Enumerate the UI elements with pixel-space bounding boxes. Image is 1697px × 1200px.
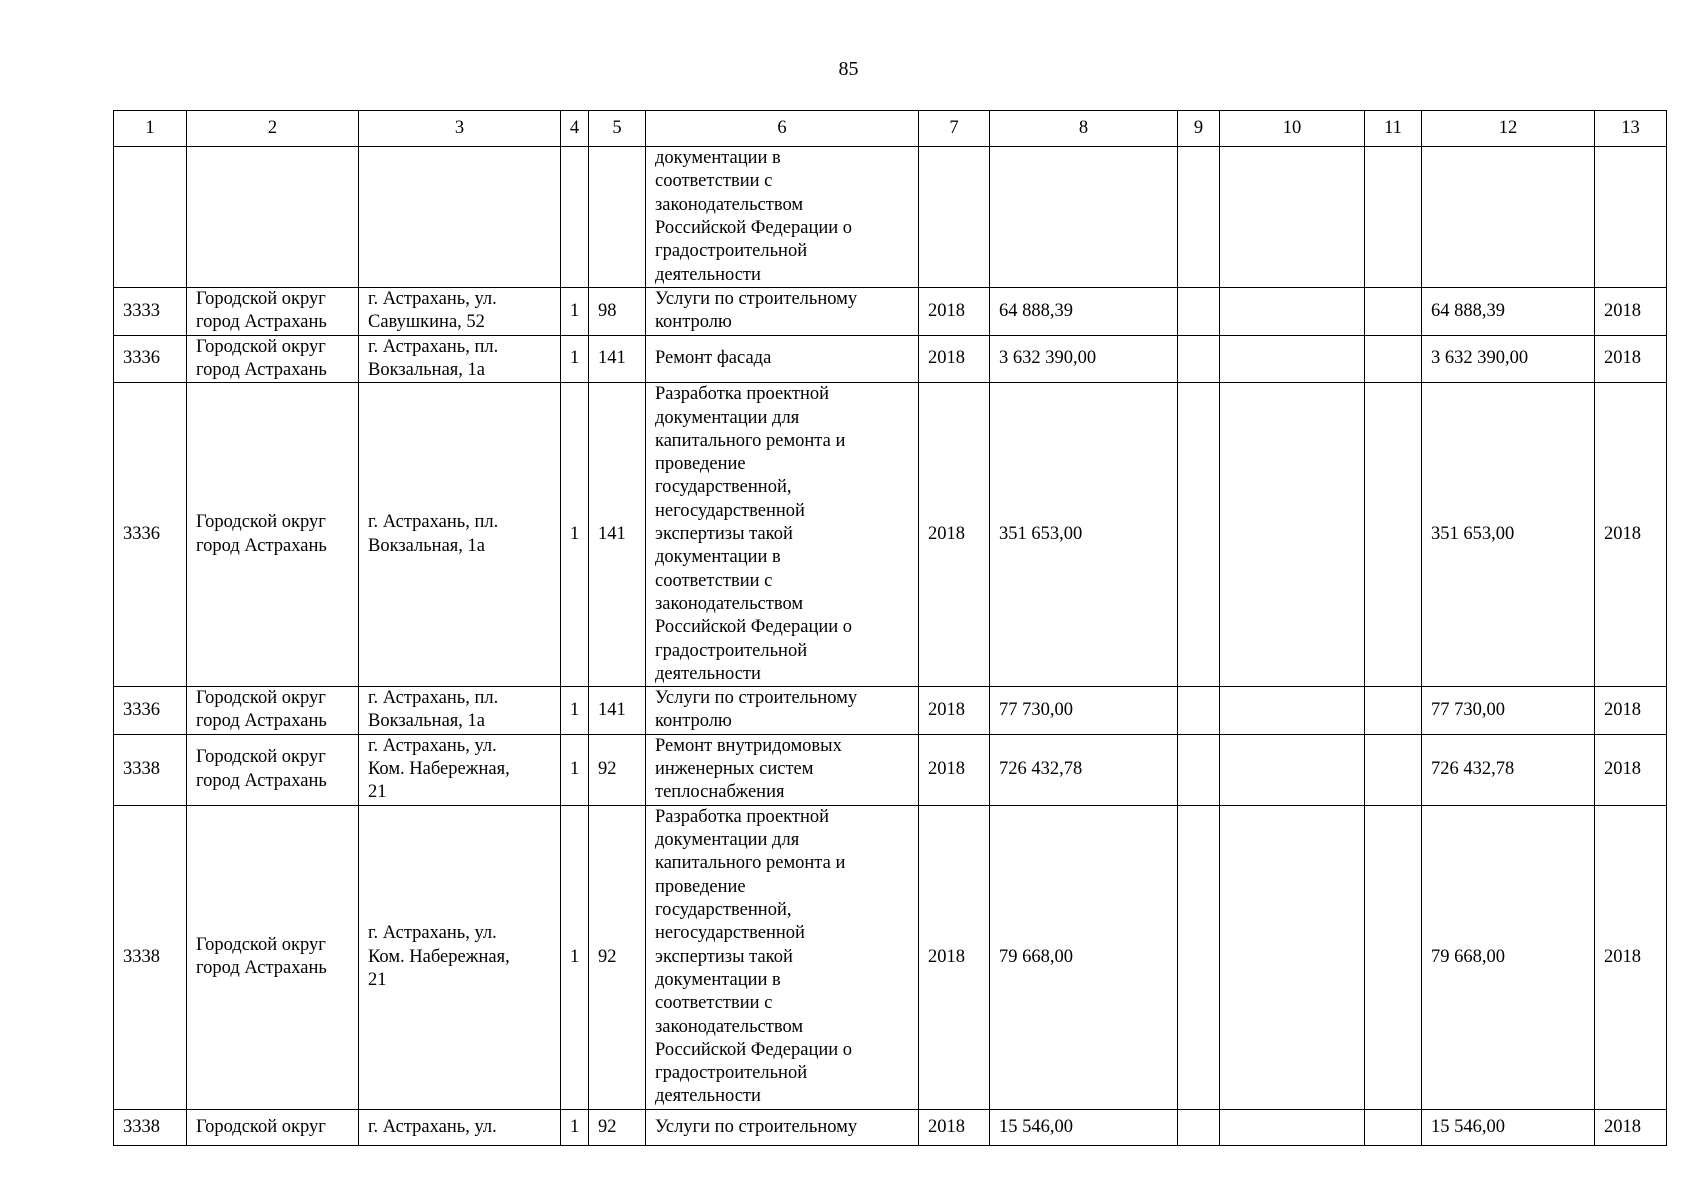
- header-cell: 7: [919, 111, 990, 147]
- cell-year: 2018: [919, 335, 990, 383]
- cell-col10: [1220, 288, 1365, 336]
- header-cell: 12: [1422, 111, 1595, 147]
- cell-year-col13: 2018: [1595, 383, 1667, 687]
- header-cell: 8: [990, 111, 1178, 147]
- header-cell: 9: [1178, 111, 1220, 147]
- cell-col5: 98: [589, 288, 646, 336]
- cell-municipality: [187, 147, 359, 288]
- cell-col9: [1178, 1109, 1220, 1145]
- cell-id: 3338: [114, 805, 187, 1109]
- header-cell: 6: [646, 111, 919, 147]
- cell-address: г. Астрахань, пл. Вокзальная, 1а: [359, 687, 561, 735]
- cell-municipality: Городской округ город Астрахань: [187, 335, 359, 383]
- cell-col5: [589, 147, 646, 288]
- cell-amount-col12: 3 632 390,00: [1422, 335, 1595, 383]
- table-row: [114, 805, 1667, 1109]
- header-cell: 3: [359, 111, 561, 147]
- cell-address: г. Астрахань, ул. Ком. Набережная, 21: [359, 734, 561, 805]
- cell-amount-col12: 351 653,00: [1422, 383, 1595, 687]
- cell-col4: 1: [561, 734, 589, 805]
- cell-work-type: документации в соответствии с законодательством Российской Федерации о градостроительной деятельности: [646, 147, 919, 288]
- cell-address: г. Астрахань, ул. Ком. Набережная, 21: [359, 805, 561, 1109]
- cell-col10: [1220, 335, 1365, 383]
- cell-amount-col12: [1422, 147, 1595, 288]
- cell-year: 2018: [919, 734, 990, 805]
- header-cell: 11: [1365, 111, 1422, 147]
- table-row: [114, 1109, 1667, 1145]
- header-cell: 2: [187, 111, 359, 147]
- cell-col4: [561, 147, 589, 288]
- cell-col9: [1178, 383, 1220, 687]
- header-cell: 4: [561, 111, 589, 147]
- header-cell: 1: [114, 111, 187, 147]
- cell-amount: 77 730,00: [990, 687, 1178, 735]
- cell-col10: [1220, 687, 1365, 735]
- cell-address: г. Астрахань, ул.: [359, 1109, 561, 1145]
- cell-amount: 726 432,78: [990, 734, 1178, 805]
- cell-id: 3336: [114, 383, 187, 687]
- cell-col5: 141: [589, 335, 646, 383]
- table-row: [114, 383, 1667, 687]
- page-number: 85: [838, 58, 859, 80]
- cell-work-type: Услуги по строительному контролю: [646, 687, 919, 735]
- cell-col11: [1365, 734, 1422, 805]
- table-row: [114, 687, 1667, 735]
- table-header-row: [114, 111, 1667, 147]
- cell-col10: [1220, 805, 1365, 1109]
- cell-work-type: Услуги по строительному: [646, 1109, 919, 1145]
- cell-col5: 92: [589, 734, 646, 805]
- cell-col4: 1: [561, 335, 589, 383]
- cell-municipality: Городской округ город Астрахань: [187, 734, 359, 805]
- cell-col4: 1: [561, 383, 589, 687]
- cell-year-col13: 2018: [1595, 734, 1667, 805]
- cell-id: 3338: [114, 734, 187, 805]
- cell-col10: [1220, 734, 1365, 805]
- cell-col4: 1: [561, 288, 589, 336]
- cell-id: 3336: [114, 687, 187, 735]
- cell-work-type: Разработка проектной документации для капитального ремонта и проведение государственной, негосударственной экспертизы такой документации в соответствии с законодательством Российской Федерации о градостроительной деятельности: [646, 383, 919, 687]
- table-row: [114, 288, 1667, 336]
- cell-col4: 1: [561, 687, 589, 735]
- cell-amount: 3 632 390,00: [990, 335, 1178, 383]
- cell-address: г. Астрахань, ул. Савушкина, 52: [359, 288, 561, 336]
- cell-col11: [1365, 147, 1422, 288]
- cell-year-col13: 2018: [1595, 1109, 1667, 1145]
- cell-col9: [1178, 147, 1220, 288]
- cell-year-col13: 2018: [1595, 335, 1667, 383]
- cell-work-type: Услуги по строительному контролю: [646, 288, 919, 336]
- cell-col9: [1178, 734, 1220, 805]
- table-row: [114, 147, 1667, 288]
- cell-col10: [1220, 1109, 1365, 1145]
- cell-year-col13: [1595, 147, 1667, 288]
- header-cell: 10: [1220, 111, 1365, 147]
- table-row: [114, 734, 1667, 805]
- cell-col4: 1: [561, 805, 589, 1109]
- cell-year: 2018: [919, 687, 990, 735]
- cell-address: г. Астрахань, пл. Вокзальная, 1а: [359, 335, 561, 383]
- cell-col9: [1178, 687, 1220, 735]
- cell-id: 3333: [114, 288, 187, 336]
- cell-col9: [1178, 335, 1220, 383]
- cell-amount: 64 888,39: [990, 288, 1178, 336]
- cell-address: г. Астрахань, пл. Вокзальная, 1а: [359, 383, 561, 687]
- cell-id: 3338: [114, 1109, 187, 1145]
- cell-amount-col12: 77 730,00: [1422, 687, 1595, 735]
- cell-col5: 92: [589, 805, 646, 1109]
- cell-col10: [1220, 383, 1365, 687]
- cell-municipality: Городской округ город Астрахань: [187, 687, 359, 735]
- cell-year: 2018: [919, 805, 990, 1109]
- cell-year-col13: 2018: [1595, 687, 1667, 735]
- cell-col11: [1365, 335, 1422, 383]
- cell-municipality: Городской округ город Астрахань: [187, 288, 359, 336]
- table-row: [114, 335, 1667, 383]
- cell-col11: [1365, 687, 1422, 735]
- cell-col5: 141: [589, 383, 646, 687]
- cell-year-col13: 2018: [1595, 805, 1667, 1109]
- cell-amount-col12: 64 888,39: [1422, 288, 1595, 336]
- cell-work-type: Ремонт внутридомовых инженерных систем теплоснабжения: [646, 734, 919, 805]
- cell-year: 2018: [919, 383, 990, 687]
- cell-col5: 141: [589, 687, 646, 735]
- cell-id: [114, 147, 187, 288]
- cell-municipality: Городской округ город Астрахань: [187, 805, 359, 1109]
- cell-work-type: Разработка проектной документации для капитального ремонта и проведение государственной, негосударственной экспертизы такой документации в соответствии с законодательством Российской Федерации о градостроительной деятельности: [646, 805, 919, 1109]
- cell-amount-col12: 79 668,00: [1422, 805, 1595, 1109]
- header-cell: 5: [589, 111, 646, 147]
- cell-id: 3336: [114, 335, 187, 383]
- cell-col10: [1220, 147, 1365, 288]
- cell-col11: [1365, 1109, 1422, 1145]
- cell-col9: [1178, 288, 1220, 336]
- cell-amount: 79 668,00: [990, 805, 1178, 1109]
- cell-municipality: Городской округ город Астрахань: [187, 383, 359, 687]
- cell-municipality: Городской округ: [187, 1109, 359, 1145]
- cell-amount: 15 546,00: [990, 1109, 1178, 1145]
- cell-amount: [990, 147, 1178, 288]
- cell-year: 2018: [919, 1109, 990, 1145]
- cell-amount-col12: 15 546,00: [1422, 1109, 1595, 1145]
- works-table: [113, 110, 1667, 1146]
- cell-year: [919, 147, 990, 288]
- cell-col11: [1365, 383, 1422, 687]
- cell-col4: 1: [561, 1109, 589, 1145]
- cell-col11: [1365, 288, 1422, 336]
- cell-amount-col12: 726 432,78: [1422, 734, 1595, 805]
- cell-address: [359, 147, 561, 288]
- cell-year-col13: 2018: [1595, 288, 1667, 336]
- cell-col11: [1365, 805, 1422, 1109]
- cell-col5: 92: [589, 1109, 646, 1145]
- cell-col9: [1178, 805, 1220, 1109]
- cell-work-type: Ремонт фасада: [646, 335, 919, 383]
- cell-year: 2018: [919, 288, 990, 336]
- header-cell: 13: [1595, 111, 1667, 147]
- cell-amount: 351 653,00: [990, 383, 1178, 687]
